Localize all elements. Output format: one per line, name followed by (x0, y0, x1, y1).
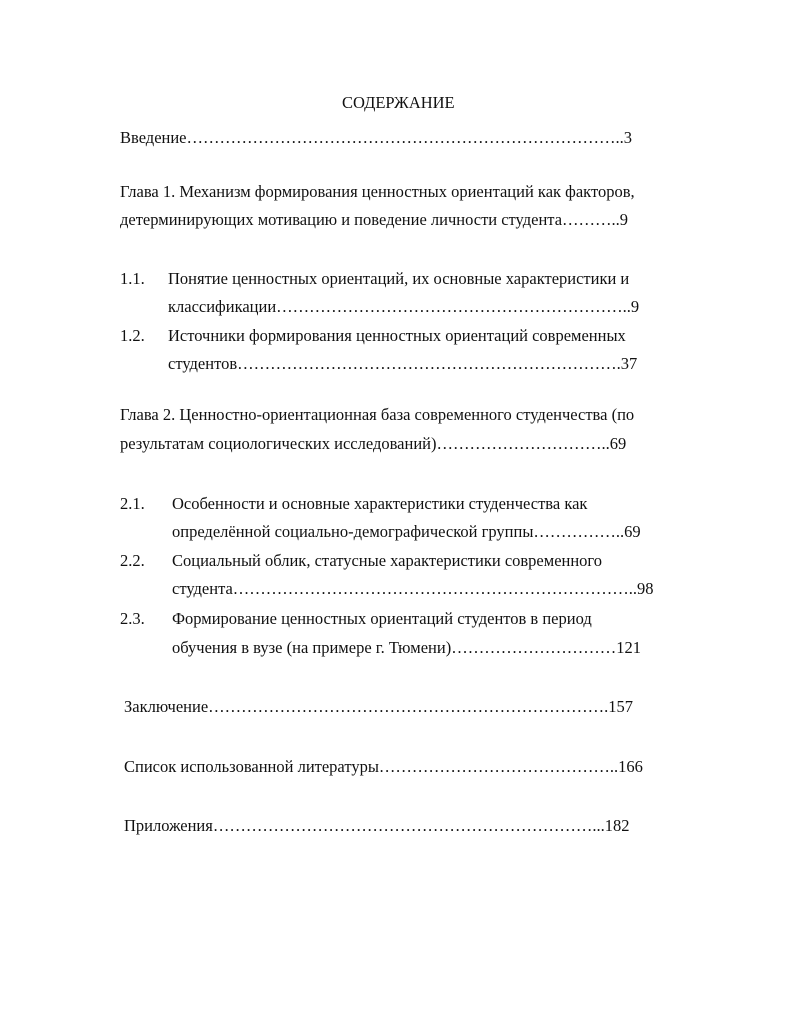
toc-entry-section-1-2-line-2: студентов…………………………………………………………….37 (168, 354, 638, 373)
toc-entry-chapter-2-line-2: результатам социологических исследований)…………………………..69 (120, 434, 627, 453)
toc-entry-section-2-3-line-2: обучения в вузе (на примере г. Тюмени)…………………………121 (172, 638, 641, 657)
toc-entry-section-1-1-line-1: Понятие ценностных ориентаций, их основные характеристики и (168, 269, 630, 288)
toc-entry-section-2-1-line-1: Особенности и основные характеристики студенчества как (172, 494, 588, 513)
toc-entry-section-2-2-line-2: студента………………………………………………………………..98 (172, 579, 654, 598)
toc-entry-section-1-2-line-1: Источники формирования ценностных ориентаций современных (168, 326, 626, 345)
toc-entry-chapter-1-line-1: Глава 1. Механизм формирования ценностных ориентаций как факторов, (120, 182, 635, 201)
toc-entry-section-2-1-line-2: определённой социально-демографической группы……………..69 (172, 522, 641, 541)
page-title: СОДЕРЖАНИЕ (342, 93, 455, 112)
toc-entry-conclusion: Заключение……………………………………………………………….157 (124, 697, 634, 716)
toc-section-number: 2.3. (120, 609, 145, 628)
toc-entry-section-2-3-line-1: Формирование ценностных ориентаций студентов в период (172, 609, 592, 628)
toc-section-number: 1.2. (120, 326, 145, 345)
toc-entry-section-2-2-line-1: Социальный облик, статусные характеристики современного (172, 551, 603, 570)
toc-section-number: 2.2. (120, 551, 145, 570)
toc-entry-bibliography: Список использованной литературы……………………………………..166 (124, 757, 643, 776)
toc-entry-section-1-1-line-2: классификации………………………………………………………..9 (168, 297, 640, 316)
toc-entry-chapter-1-line-2: детерминирующих мотивацию и поведение личности студента………..9 (120, 210, 629, 229)
toc-section-number: 1.1. (120, 269, 145, 288)
toc-entry-appendices: Приложения……………………………………………………………...182 (124, 816, 630, 835)
toc-entry-introduction: Введение……………………………………………………………………..3 (120, 128, 633, 147)
toc-section-number: 2.1. (120, 494, 145, 513)
toc-entry-chapter-2-line-1: Глава 2. Ценностно-ориентационная база современного студенчества (по (120, 405, 635, 424)
